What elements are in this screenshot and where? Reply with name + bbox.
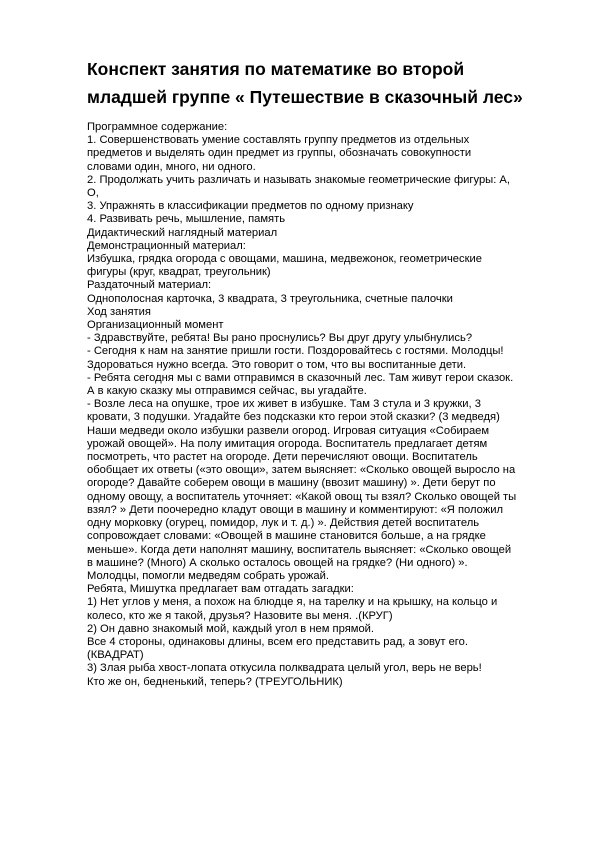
body-line: сопровождает словами: «Овощей в машине становится больше, а на грядке xyxy=(87,530,486,543)
body-line: Избушка, грядка огорода с овощами, машина, медвежонок, геометрические xyxy=(87,253,482,266)
body-line: предметов и выделять один предмет из группы, обозначать совокупности xyxy=(87,147,472,160)
body-line: 2. Продолжать учить различать и называть знакомые геометрические фигуры: А, xyxy=(87,173,511,186)
body-line: Кто же он, бедненький, теперь? (ТРЕУГОЛЬНИК) xyxy=(87,675,343,688)
body-line: Наши медведи около избушки развели огород. Игровая ситуация «Собираем xyxy=(87,424,490,437)
body-line: меньше». Когда дети наполнят машину, воспитатель выясняет: «Сколько овощей xyxy=(87,543,512,556)
body-line: 1. Совершенствовать умение составлять группу предметов из отдельных xyxy=(87,134,470,147)
title-line-2: младшей группе « Путешествие в сказочный лес» xyxy=(87,87,523,107)
body-line: Программное содержание: xyxy=(87,121,228,133)
body-line: обобщает их ответы («это овощи», затем выясняет: «Сколько овощей выросло на xyxy=(87,464,516,477)
document-title xyxy=(87,55,567,111)
body-line: в машине? (Много) А сколько осталось овощей на грядке? (Ни одного) ». xyxy=(87,556,468,569)
body-line: - Здравствуйте, ребята! Вы рано проснулись? Вы друг другу улыбнулись? xyxy=(87,332,473,345)
body-line: 4. Развивать речь, мышление, память xyxy=(87,213,286,226)
body-line: (КВАДРАТ) xyxy=(87,649,144,662)
title-line-1: Конспект занятия по математике во второй xyxy=(87,59,465,79)
body-line: кровати, 3 подушки. Угадайте без подсказки кто герои этой сказки? (3 медведя) xyxy=(87,411,500,424)
body-line: О, xyxy=(87,187,99,200)
body-line: Организационный момент xyxy=(87,319,224,332)
body-line: огороде? Давайте соберем овощи в машину (ввозит машину) ». Дети берут по xyxy=(87,477,496,490)
body-line: Раздаточный материал: xyxy=(87,279,212,292)
body-line: посмотреть, что растет на огороде. Дети перечисляют овощи. Воспитатель xyxy=(87,451,478,464)
body-line: урожай овощей». На полу имитация огорода. Воспитатель предлагает детям xyxy=(87,437,488,450)
body-line: Здороваться нужно всегда. Это говорит о том, что вы воспитанные дети. xyxy=(87,358,467,371)
body-line: словами один, много, ни одного. xyxy=(87,160,256,173)
body-line: Все 4 стороны, одинаковы длины, всем его представить рад, а зовут его. xyxy=(87,635,468,648)
body-line: одну морковку (огурец, помидор, лук и т. д.) ». Действия детей воспитатель xyxy=(87,517,480,530)
body-line: Демонстрационный материал: xyxy=(87,239,246,252)
body-line: - Ребята сегодня мы с вами отправимся в сказочный лес. Там живут герои сказок. xyxy=(87,371,514,384)
document-body xyxy=(87,121,557,689)
body-line: колесо, кто же я такой, друзья? Назовите вы меня. .(КРУГ) xyxy=(87,609,393,622)
body-line: Ребята, Мишутка предлагает вам отгадать загадки: xyxy=(87,583,354,596)
body-line: - Сегодня к нам на занятие пришли гости. Поздоровайтесь с гостями. Молодцы! xyxy=(87,345,504,358)
body-line: взял? » Дети поочередно кладут овощи в машину и комментируют: «Я положил xyxy=(87,503,504,516)
body-line: Однополосная карточка, 3 квадрата, 3 треугольника, счетные палочки xyxy=(87,292,453,305)
body-line: 3) Злая рыба хвост-лопата откусила полквадрата целый угол, верь не верь! xyxy=(87,662,482,675)
body-line: Ход занятия xyxy=(87,305,151,318)
body-line: одному овощу, а воспитатель уточняет: «Какой овощ ты взял? Сколько овощей ты xyxy=(87,490,517,503)
body-line: 2) Он давно знакомый мой, каждый угол в нем прямой. xyxy=(87,622,375,635)
body-line: - Возле леса на опушке, трое их живет в избушке. Там 3 стула и 3 кружки, 3 xyxy=(87,398,481,411)
body-line: 1) Нет углов у меня, а похож на блюдце я, на тарелку и на крышку, на кольцо и xyxy=(87,596,498,609)
body-line: 3. Упражнять в классификации предметов по одному признаку xyxy=(87,200,414,213)
body-line: Дидактический наглядный материал xyxy=(87,226,278,239)
body-line: Молодцы, помогли медведям собрать урожай. xyxy=(87,569,329,582)
body-line: фигуры (круг, квадрат, треугольник) xyxy=(87,266,271,279)
body-line: А в какую сказку мы отправимся сейчас, вы угадайте. xyxy=(87,385,367,398)
